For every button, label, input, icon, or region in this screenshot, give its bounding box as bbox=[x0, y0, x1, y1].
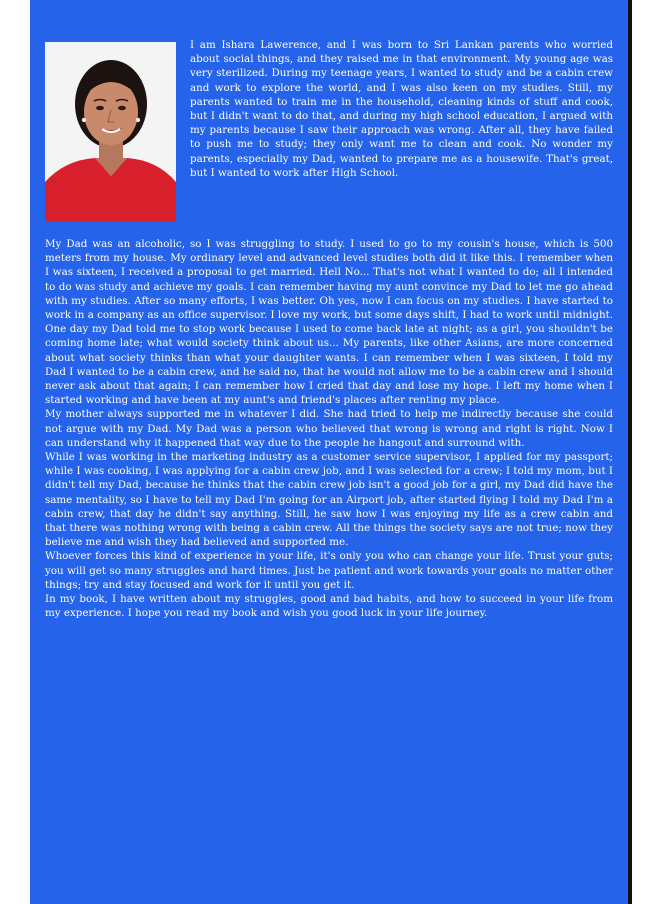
body-paragraph-5: In my book, I have written about my struggles, good and bad habits, and how to succeed in your life from my experience. I hope you read my book and wish you good luck in your life journey. bbox=[45, 593, 613, 620]
author-intro bbox=[45, 38, 613, 221]
back-cover-content bbox=[45, 38, 613, 620]
intro-paragraph: I am Ishara Lawerence, and I was born to Sri Lankan parents who worried about social things, and they raised me in that environment. My young age was very sterilized. During my teenage years, I wanted to study and be a cabin crew and work to explore the world, and I was also keen on my studies. Still, my parents wanted to train me in the household, cleaning kinds of stuff and cook, but I didn't want to do that, and during my high school education, I argued with my parents because I saw their approach was wrong. After all, they have failed to push me to study; they only want me to clean and cook. No wonder my parents, especially my Dad, wanted to prepare me as a housewife. That's great, but I wanted to work after High School. bbox=[190, 39, 613, 179]
body-paragraph-2: My mother always supported me in whatever I did. She had tried to help me indirectly because she could not argue with my Dad. My Dad was a person who believed that wrong is wrong and right is right. Now I can understand why it happened that way due to the people he hangout and surround with. bbox=[45, 408, 613, 449]
author-portrait bbox=[45, 42, 176, 221]
page-edge bbox=[628, 0, 632, 904]
body-paragraph-1: My Dad was an alcoholic, so I was struggling to study. I used to go to my cousin's house, which is 500 meters from my house. My ordinary level and advanced level studies both did it like this. I remember when I was sixteen, I received a proposal to get married. Hell No... That's not what I wanted to do; all I intended to do was study and achieve my goals. I can remember having my aunt convince my Dad to let me go ahead with my studies. After so many efforts, I was better. Oh yes, now I can focus on my studies. I have started to work in a company as an office supervisor. I love my work, but some days shift, I had to work until midnight. One day my Dad told me to stop work because I used to come back late at night; as a girl, you shouldn't be coming home late; what would society think about us... My parents, like other Asians, are more concerned about what society thinks than what your daughter wants. I can remember when I was sixteen, I told my Dad I wanted to be a cabin crew, and he said no, that he would not allow me to be a cabin crew and I should never ask about that again; I can remember how I cried that day and lose my hope. I left my home when I started working and have been at my aunt's and friend's places after renting my place. bbox=[45, 238, 613, 407]
body-paragraph-3: While I was working in the marketing industry as a customer service supervisor, I applied for my passport; while I was cooking, I was applying for a cabin crew job, and I was selected for a crew; I told my mom, but I didn't tell my Dad, because he thinks that the cabin crew job isn't a good job for a girl, my Dad did have the same mentality, so I have to tell my Dad I'm going for an Airport job, after started flying I told my Dad I'm a cabin crew, that day he didn't say anything. Still, he saw how I was enjoying my life as a crew cabin and that there was nothing wrong with being a cabin crew. All the things the society says are not true; now they believe me and wish they had believed and supported me. bbox=[45, 451, 613, 549]
back-cover-page bbox=[30, 0, 628, 904]
body-paragraph-4: Whoever forces this kind of experience in your life, it's only you who can change your life. Trust your guts; you will get so many struggles and hard times. Just be patient and work towards your goals no matter other things; try and stay focused and work for it until you get it. bbox=[45, 550, 613, 591]
portrait-photo-icon bbox=[45, 42, 176, 221]
